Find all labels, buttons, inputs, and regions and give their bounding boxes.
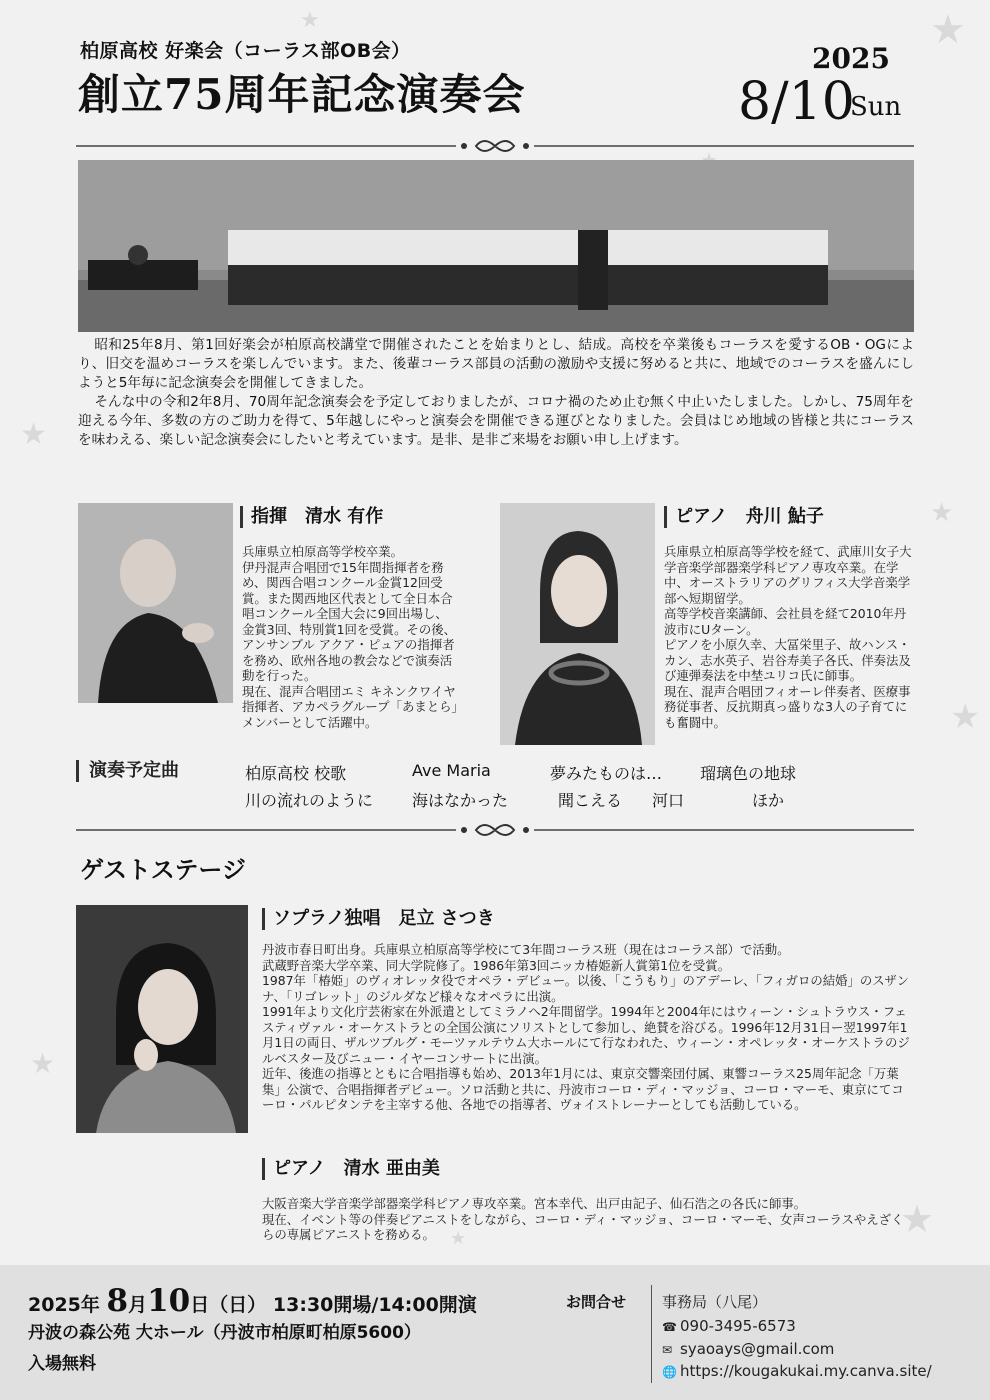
bio-line: ピアノを小原久幸、大冨栄里子、故ハンス・カン、志水英子、岩谷寿美子各氏、伴奏法及び連弾奏法を中埜ユリコ氏に師事。 <box>664 637 911 683</box>
star-decoration: ★ <box>900 1197 935 1241</box>
pianist1-role: ピアノ <box>675 506 728 527</box>
song-title: 川の流れのように <box>245 791 374 810</box>
event-weekday: （日） <box>209 1294 267 1316</box>
bio-line: 大阪音楽大学音楽学部器楽学科ピアノ専攻卒業。宮本幸代、出戸由記子、仙石浩之の各氏に師事。 <box>262 1196 807 1211</box>
soprano-role: ソプラノ独唱 <box>273 908 381 929</box>
intro-paragraph: 昭和25年8月、第1回好楽会が柏原高校講堂で開催されたことを始まりとし、結成。高校を卒業後もコーラスを愛するOB・OGにより、旧交を温めコーラスを楽しんでいます。また、後輩コーラス部員の活動の激励や支援に努めると共に、地域でのコーラスを盛んにしようと5年毎に記念演奏会を開催してきました。 <box>78 337 914 391</box>
song-title: Ave Maria <box>412 761 491 780</box>
bio-line: 現在、混声合唱団エミ キネンクワイヤ指揮者、アカペラグループ「あまとら」メンバーとして活躍中。 <box>242 683 458 730</box>
song-title: 河口 <box>652 791 685 810</box>
contact-web-row <box>662 1362 932 1380</box>
song-title: 夢みたものは… <box>550 764 663 783</box>
star-decoration: ★ <box>950 697 981 737</box>
contact-phone: 090-3495-6573 <box>680 1317 796 1335</box>
star-decoration: ★ <box>930 498 954 528</box>
pianist2-role: ピアノ <box>273 1158 326 1179</box>
contact-office: 事務局（八尾） <box>662 1293 768 1311</box>
concert-date: 8/10 <box>738 72 855 132</box>
ornament-divider <box>76 136 914 156</box>
star-decoration: ★ <box>30 1047 56 1080</box>
bio-line: 伊丹混声合唱団で15年間指揮者を務め、関西合唱コンクール金賞12回受賞。また関西地区代表として全日本合唱コンクール全国大会に9回出場し、金賞3回、特別賞1回を受賞。その後、アンサンブル アクア・ピュアの指揮者を務め、欧州各地の教会などで演奏活動を行った。 <box>242 559 457 683</box>
program-heading: 演奏予定曲 <box>76 760 179 782</box>
conductor-role: 指揮 <box>251 506 287 527</box>
pianist2-bio <box>262 1196 914 1243</box>
bio-line: 兵庫県立柏原高等学校卒業。 <box>242 544 404 559</box>
intro-text <box>78 336 914 450</box>
contact-divider <box>651 1285 652 1383</box>
song-title: 瑠璃色の地球 <box>700 764 797 783</box>
intro-paragraph: そんな中の令和2年8月、70周年記念演奏会を予定しておりましたが、コロナ禍のため止む無く中止いたしました。しかし、75周年を迎える今年、多数の方のご助力を得て、5年越しにやっと演奏会を開催できる運びとなりました。会員はじめ地域の皆様と共にコーラスを味わえる、楽しい記念演奏会にしたいと考えています。是非、是非ご来場をお願い申し上げます。 <box>78 394 914 448</box>
globe-icon: 🌐 <box>662 1365 677 1379</box>
admission-info: 入場無料 <box>28 1354 96 1374</box>
concert-title: 創立75周年記念演奏会 <box>78 70 526 119</box>
organization-name: 柏原高校 好楽会（コーラス部OB会） <box>80 40 411 62</box>
pianist-photo <box>500 503 655 745</box>
contact-email-row <box>662 1340 834 1358</box>
soprano-heading <box>262 908 495 930</box>
concert-year: 2025 <box>812 42 890 75</box>
pianist2-name: 清水 亜由美 <box>343 1158 440 1179</box>
bio-line: 丹波市春日町出身。兵庫県立柏原高等学校にて3年間コーラス班（現在はコーラス部）で活動。 <box>262 942 790 957</box>
guest-stage-heading: ゲストステージ <box>80 855 246 884</box>
bio-line: 近年、後進の指導とともに合唱指導も始め、2013年1月には、東京交響楽団付属、東響コーラス25周年記念「万葉集」公演で、合唱指揮者デビュー。ソロ活動と共に、丹波市コーロ・ディ・マッジョ、コーロ・マーモ、東京にてコーロ・パルピタンテを主宰する他、各地での指導者、ヴォイストレーナーとしても活動している。 <box>262 1066 904 1112</box>
event-day-unit: 日 <box>190 1294 210 1316</box>
contact-label: お問合せ <box>566 1293 627 1311</box>
phone-icon: ☎ <box>662 1320 677 1334</box>
bio-line: 高等学校音楽講師、会社員を経て2010年丹波市にUターン。 <box>664 606 907 637</box>
event-time: 13:30開場/14:00開演 <box>272 1294 477 1316</box>
event-datetime <box>28 1283 477 1319</box>
bio-line: 現在、イベント等の伴奏ピアニストをしながら、コーロ・ディ・マッジョ、コーロ・マーモ、女声コーラスやえざくらの専属ピアニストを務める。 <box>262 1211 904 1242</box>
event-venue: 丹波の森公苑 大ホール（丹波市柏原町柏原5600） <box>28 1323 421 1343</box>
soprano-bio <box>262 942 914 1113</box>
choir-photo <box>78 160 914 332</box>
mail-icon: ✉ <box>662 1343 673 1357</box>
pianist2-heading <box>262 1158 440 1180</box>
concert-weekday: Sun <box>850 92 902 122</box>
star-decoration: ★ <box>930 7 966 53</box>
pianist1-bio <box>664 544 914 730</box>
star-decoration: ★ <box>450 1228 467 1249</box>
event-day: 10 <box>147 1283 191 1319</box>
soprano-name: 足立 さつき <box>398 908 495 929</box>
song-title: 柏原高校 校歌 <box>245 764 347 783</box>
song-title: 聞こえる <box>558 791 623 810</box>
bio-line: 1991年より文化庁芸術家在外派遣としてミラノへ2年間留学。1994年と2004年にはウィーン・シュトラウス・フェスティヴァル・オーケストラとの全国公演にソリストとして参加し、絶賛を浴びる。1996年12月31日ー翌1997年1月1日の両日、ザルツブルグ・モーツァルテウム大ホールにて行なわれた、ウィーン・オペレッタ・オーケストラのジルベスター及びニュー・イヤーコンサートに出演。 <box>262 1004 910 1066</box>
event-month-unit: 月 <box>128 1294 148 1316</box>
event-month: 8 <box>106 1283 129 1319</box>
bio-line: 1987年「椿姫」のヴィオレッタ役でオペラ・デビュー。以後、「こうもり」のアデーレ、「フィガロの結婚」のスザンナ、「リゴレット」のジルダなど様々なオペラに出演。 <box>262 973 909 1004</box>
contact-phone-row <box>662 1317 796 1335</box>
pianist1-heading <box>664 506 824 528</box>
conductor-heading <box>240 506 383 528</box>
conductor-name: 清水 有作 <box>305 506 384 527</box>
conductor-photo <box>78 503 233 703</box>
soprano-photo <box>76 905 248 1133</box>
song-title: ほか <box>752 791 785 810</box>
conductor-bio <box>242 544 460 730</box>
event-year: 2025年 <box>28 1294 100 1316</box>
contact-email[interactable]: syaoays@gmail.com <box>680 1340 835 1358</box>
bio-line: 兵庫県立柏原高等学校を経て、武庫川女子大学音楽学部器楽学科ピアノ専攻卒業。在学中、オーストラリアのグリフィス大学音楽学部へ短期留学。 <box>664 544 912 606</box>
contact-website[interactable]: https://kougakukai.my.canva.site/ <box>680 1362 932 1380</box>
star-decoration: ★ <box>300 8 320 33</box>
bio-line: 現在、混声合唱団フィオーレ伴奏者、医療事務従事者、反抗期真っ盛りな3人の子育てにも奮闘中。 <box>664 683 911 730</box>
pianist1-name: 舟川 鮎子 <box>745 506 824 527</box>
song-title: 海はなかった <box>412 791 509 810</box>
ornament-divider <box>76 820 914 840</box>
star-decoration: ★ <box>20 417 47 452</box>
bio-line: 武蔵野音楽大学卒業、同大学院修了。1986年第3回ニッカ椿姫新人賞第1位を受賞。 <box>262 957 731 973</box>
